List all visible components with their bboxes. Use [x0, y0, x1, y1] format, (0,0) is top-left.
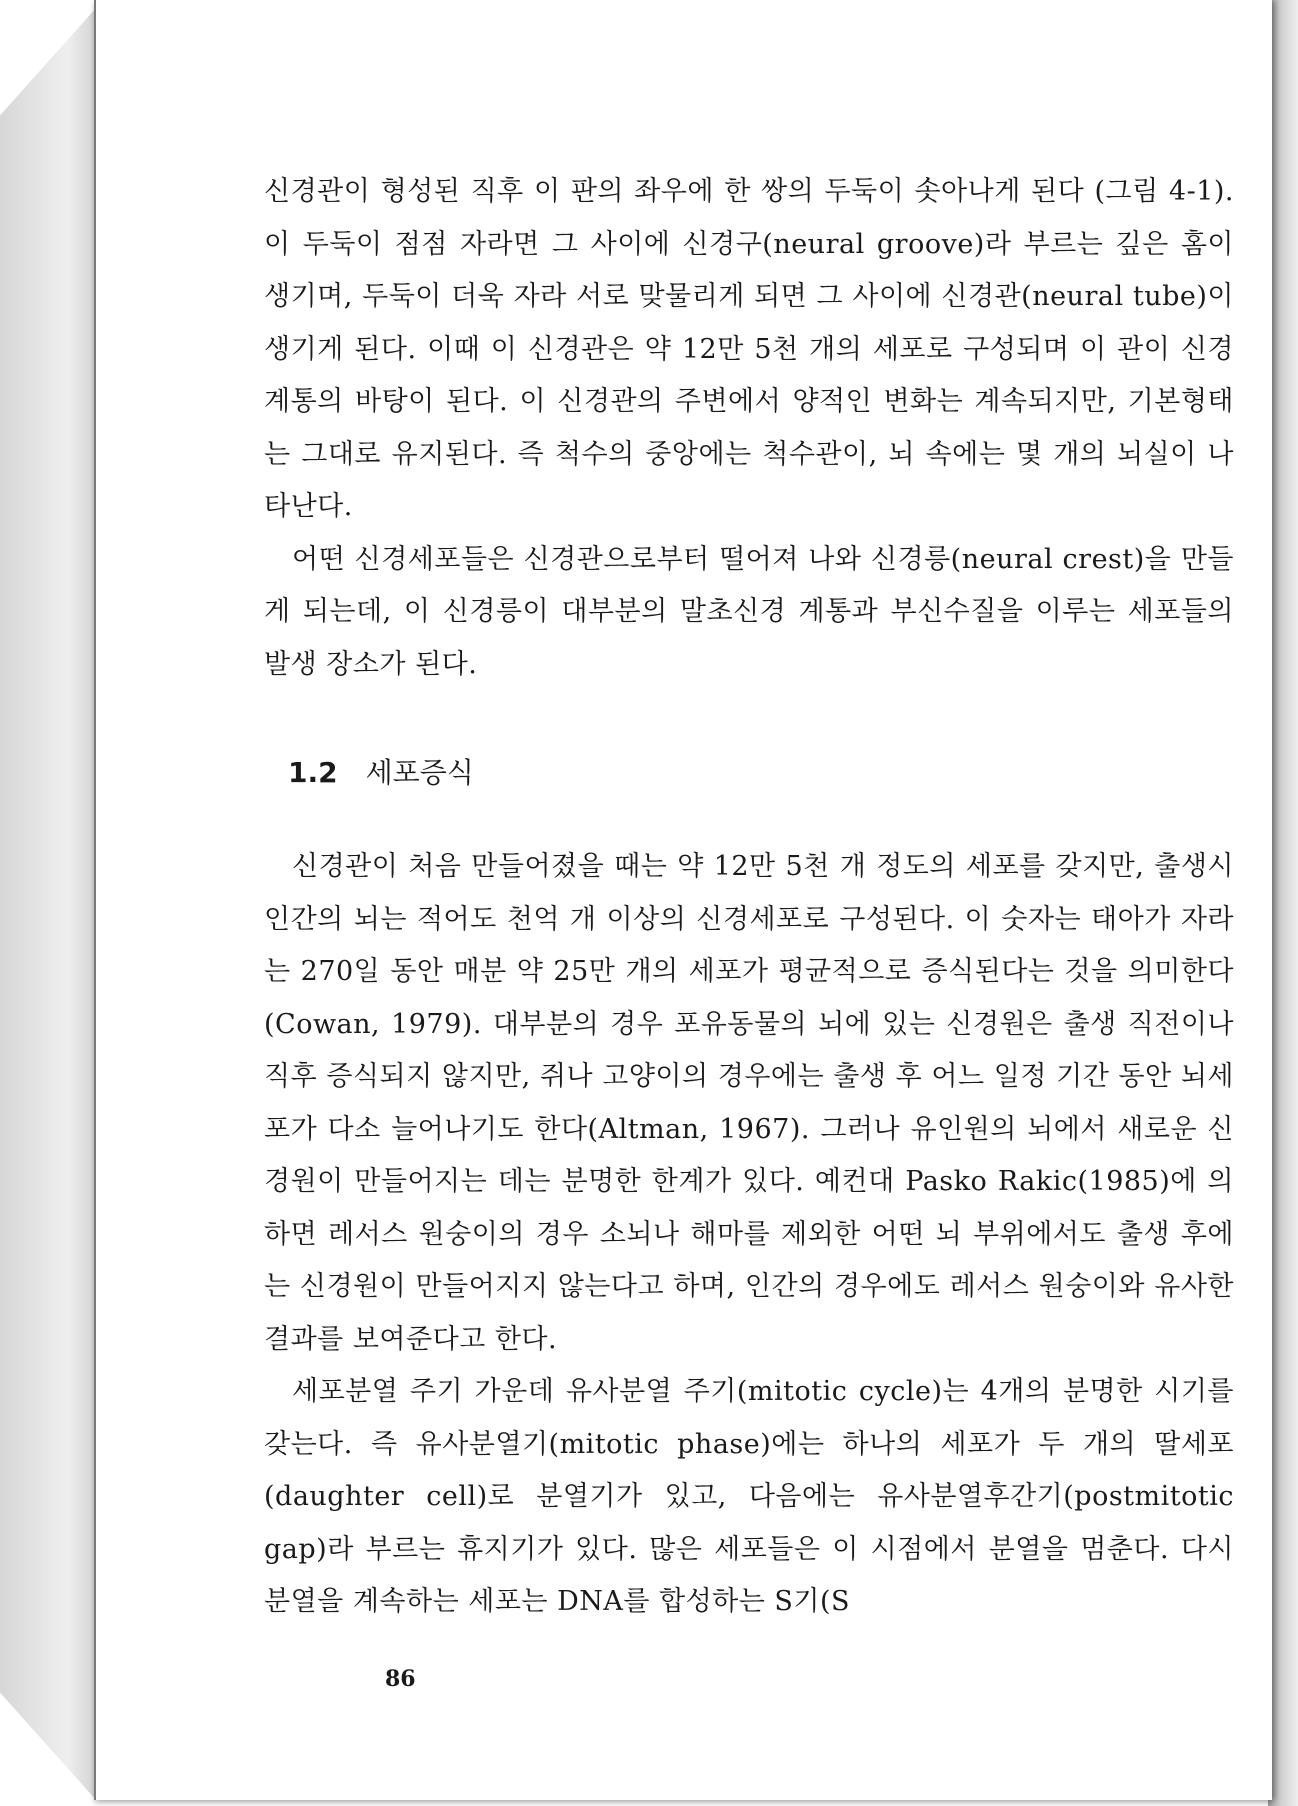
section-number: 1.2 — [288, 756, 338, 789]
paragraph: 신경관이 형성된 직후 이 판의 좌우에 한 쌍의 두둑이 솟아나게 된다 (그림 4-1). 이 두둑이 점점 자라면 그 사이에 신경구(neural groove)라 부르는 깊은 홈이 생기며, 두둑이 더욱 자라 서로 맞물리게 되면 그 사이에 신경관(neural tube)이 생기게 된다. 이때 이 신경관은 약 12만 5천 개의 세포로 구성되며 이 관이 신경 계통의 바탕이 된다. 이 신경관의 주변에서 양적인 변화는 계속되지만, 기본형태는 그대로 유지된다. 즉 척수의 중앙에는 척수관이, 뇌 속에는 몇 개의 뇌실이 나타난다. — [264, 176, 1234, 522]
paragraph: 어떤 신경세포들은 신경관으로부터 떨어져 나와 신경릉(neural crest)을 만들게 되는데, 이 신경릉이 대부분의 말초신경 계통과 부신수질을 이루는 세포들의 발생 장소가 된다. — [264, 543, 1234, 680]
section-title: 세포증식 — [365, 756, 474, 789]
book-page-edge — [1268, 0, 1298, 1806]
page-body — [264, 166, 1234, 1629]
section-heading — [264, 741, 1234, 805]
paragraph: 세포분열 주기 가운데 유사분열 주기(mitotic cycle)는 4개의 분명한 시기를 갖는다. 즉 유사분열기(mitotic phase)에는 하나의 세포가 두 개의 딸세포(daughter cell)로 분열기가 있고, 다음에는 유사분열후간기(postmitotic gap)라 부르는 휴지기가 있다. 많은 세포들은 이 시점에서 분열을 멈춘다. 다시 분열을 계속하는 세포는 DNA를 합성하는 S기(S — [264, 1376, 1234, 1617]
book-spine-shadow — [0, 8, 96, 1800]
page-number: 86 — [385, 1666, 416, 1692]
paragraph: 신경관이 처음 만들어졌을 때는 약 12만 5천 개 정도의 세포를 갖지만, 출생시 인간의 뇌는 적어도 천억 개 이상의 신경세포로 구성된다. 이 숫자는 태아가 자라는 270일 동안 매분 약 25만 개의 세포가 평균적으로 증식된다는 것을 의미한다(Cowan, 1979). 대부분의 경우 포유동물의 뇌에 있는 신경원은 출생 직전이나 직후 증식되지 않지만, 쥐나 고양이의 경우에는 출생 후 어느 일정 기간 동안 뇌세포가 다소 늘어나기도 한다(Altman, 1967). 그러나 유인원의 뇌에서 새로운 신경원이 만들어지는 데는 분명한 한계가 있다. 예컨대 Pasko Rakic(1985)에 의하면 레서스 원숭이의 경우 소뇌나 해마를 제외한 어떤 뇌 부위에서도 출생 후에는 신경원이 만들어지지 않는다고 하며, 인간의 경우에도 레서스 원숭이와 유사한 결과를 보여준다고 한다. — [264, 851, 1234, 1355]
book-page — [94, 0, 1272, 1800]
